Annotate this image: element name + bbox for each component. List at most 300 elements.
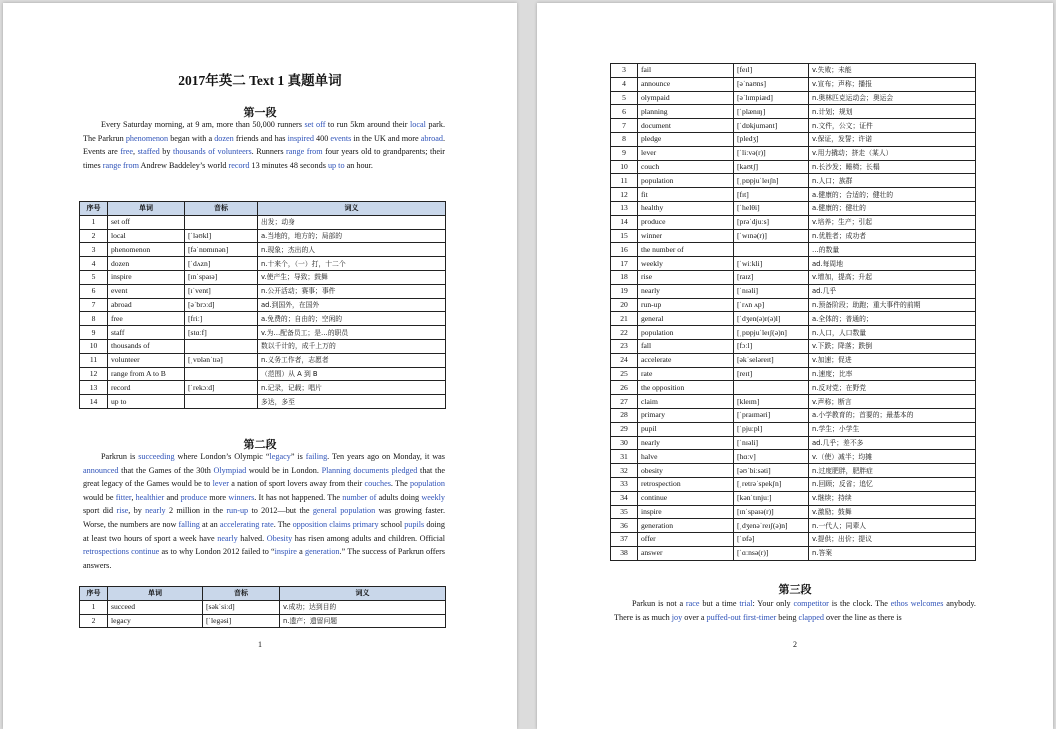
vocab-highlight: rise — [116, 506, 129, 516]
text-run: 2 million in the — [165, 506, 227, 516]
row-meaning: n.义务工作者，志愿者 — [258, 353, 446, 367]
text-run: a — [296, 547, 305, 557]
header-word: 单词 — [108, 202, 185, 216]
row-phonetic: [ˌpɒpjuˈleɪʃ(ə)n] — [734, 326, 809, 340]
row-word: nearly — [638, 284, 734, 298]
table-row — [611, 174, 976, 188]
table-row — [611, 395, 976, 409]
text-run: . Runners — [251, 147, 287, 157]
row-phonetic: [ˈdʒen(ə)r(ə)l] — [734, 312, 809, 326]
row-meaning: n.反对党；在野党 — [809, 381, 976, 395]
row-phonetic: [kənˈtɪnjuː] — [734, 491, 809, 505]
text-run: Andrew Baddeley’s world — [138, 160, 229, 170]
row-meaning: ad.每周地 — [809, 257, 976, 271]
text-run: would be — [83, 492, 116, 502]
row-index: 22 — [611, 326, 638, 340]
row-word: phenomenon — [108, 243, 185, 257]
row-phonetic: [ˈdʌzn] — [185, 257, 258, 271]
row-word: produce — [638, 215, 734, 229]
table-row — [611, 533, 976, 547]
row-word: document — [638, 119, 734, 133]
row-index: 34 — [611, 491, 638, 505]
row-index: 30 — [611, 436, 638, 450]
row-index: 3 — [611, 64, 638, 78]
row-phonetic: [ˈpraɪməri] — [734, 408, 809, 422]
row-word: lever — [638, 146, 734, 160]
vocab-highlight: run-up — [226, 506, 249, 516]
row-index: 33 — [611, 477, 638, 491]
text-run: : Your only — [752, 599, 794, 608]
row-word: fit — [638, 188, 734, 202]
row-index: 32 — [611, 464, 638, 478]
table-row — [611, 243, 976, 257]
row-word: inspire — [108, 270, 185, 284]
row-phonetic: [ˈdɒkjumənt] — [734, 119, 809, 133]
row-word: olympaid — [638, 91, 734, 105]
table-row — [80, 243, 446, 257]
row-word: couch — [638, 160, 734, 174]
text-run: in the UK and more — [351, 133, 421, 143]
vocab-highlight: failing — [305, 452, 328, 461]
row-phonetic: [ˈplænɪŋ] — [734, 105, 809, 119]
header-meaning: 词义 — [280, 587, 446, 601]
table-row — [611, 132, 976, 146]
vocab-highlight: events — [330, 133, 352, 143]
row-meaning: 出发；动身 — [258, 215, 446, 229]
text-run: , by — [128, 506, 146, 516]
row-meaning: v.激励；鼓舞 — [809, 505, 976, 519]
row-word: accelerate — [638, 353, 734, 367]
text-run: to run 5km around their — [325, 120, 410, 129]
row-phonetic: [ɪnˈspaɪə] — [185, 270, 258, 284]
row-index: 28 — [611, 408, 638, 422]
table-row — [611, 546, 976, 560]
row-meaning: v.为…配备员工；是…的职员 — [258, 326, 446, 340]
table-row — [611, 257, 976, 271]
vocab-highlight: inspire — [274, 547, 297, 557]
row-meaning: ad.几乎；差不多 — [809, 436, 976, 450]
page-number: 2 — [793, 640, 797, 649]
row-word: dozen — [108, 257, 185, 271]
row-phonetic: [pledʒ] — [734, 132, 809, 146]
row-index: 14 — [80, 395, 108, 409]
row-word: answer — [638, 546, 734, 560]
text-run: adults doing — [376, 492, 422, 502]
table-row — [611, 464, 976, 478]
table-row — [611, 326, 976, 340]
row-phonetic: [ɪˈvent] — [185, 284, 258, 298]
row-phonetic: [ˈwiːkli] — [734, 257, 809, 271]
table-row — [611, 505, 976, 519]
text-run: sport did — [83, 506, 117, 516]
row-meaning: n.学生；小学生 — [809, 422, 976, 436]
row-index: 13 — [80, 381, 108, 395]
row-meaning: a.小学教育的；首要的；最基本的 — [809, 408, 976, 422]
row-phonetic: [ˈnɪəli] — [734, 284, 809, 298]
row-word: generation — [638, 519, 734, 533]
vocab-highlight: opposition claims primary — [292, 519, 379, 529]
table-row — [611, 215, 976, 229]
row-phonetic: [əˈbrɔːd] — [185, 298, 258, 312]
table-row — [611, 146, 976, 160]
row-word: pledge — [638, 132, 734, 146]
row-phonetic: [stɑːf] — [185, 326, 258, 340]
vocab-highlight: free — [120, 147, 134, 157]
row-index: 21 — [611, 312, 638, 326]
row-word: up to — [108, 395, 185, 409]
row-meaning: v.培养；生产；引起 — [809, 215, 976, 229]
row-word: local — [108, 229, 185, 243]
row-meaning: v.（使）减半；均摊 — [809, 450, 976, 464]
row-meaning: n.预备阶段；助跑；重大事件的前期 — [809, 298, 976, 312]
row-meaning: a.健康的；健壮的 — [809, 201, 976, 215]
row-meaning: v.保证，发誓；许诺 — [809, 132, 976, 146]
text-run: as to why London 2012 failed to “ — [159, 547, 275, 557]
row-word: healthy — [638, 201, 734, 215]
vocab-highlight: clapped — [798, 612, 824, 622]
row-phonetic: [ˈrekɔːd] — [185, 381, 258, 395]
vocab-highlight: fitter — [115, 492, 132, 502]
row-index: 35 — [611, 505, 638, 519]
table-row — [611, 188, 976, 202]
header-phonetic: 音标 — [185, 202, 258, 216]
section-heading-3: 第三段 — [778, 584, 812, 596]
row-phonetic: [ˈlegəsi] — [203, 614, 280, 628]
row-meaning: n.回顾；反省；追忆 — [809, 477, 976, 491]
row-phonetic: [ˈpjuːpl] — [734, 422, 809, 436]
row-phonetic — [185, 395, 258, 409]
vocab-highlight: up to — [327, 160, 345, 170]
row-word: retrospection — [638, 477, 734, 491]
row-meaning: n.人口；族群 — [809, 174, 976, 188]
vocab-highlight: Planning documents pledged — [321, 465, 418, 475]
text-run: was growing faster. Worse, the numbers are now — [83, 506, 445, 529]
row-meaning: v.失败；未能 — [809, 64, 976, 78]
table-row — [80, 284, 446, 298]
row-phonetic — [185, 367, 258, 381]
header-phonetic: 音标 — [203, 587, 280, 601]
row-phonetic: [prəˈdjuːs] — [734, 215, 809, 229]
text-run: by — [159, 147, 173, 157]
row-word: event — [108, 284, 185, 298]
row-phonetic: [əˈlɪmpiæd] — [734, 91, 809, 105]
text-run: halved. — [237, 533, 267, 543]
row-meaning: v.用力撬动；挤走（某人） — [809, 146, 976, 160]
row-meaning: v.宣布；声称；播报 — [809, 77, 976, 91]
text-run: 400 — [313, 133, 331, 143]
row-meaning: …的数量 — [809, 243, 976, 257]
text-run: where London’s Olympic “ — [174, 452, 270, 461]
text-run: four years old to grandparents; their times — [83, 147, 446, 170]
text-run: at an — [199, 519, 220, 529]
paragraph-1 — [83, 118, 445, 172]
row-index: 2 — [80, 614, 108, 628]
row-index: 5 — [80, 270, 108, 284]
table-row — [611, 105, 976, 119]
row-meaning: n.记录，记载；唱片 — [258, 381, 446, 395]
vocab-highlight: pupils — [404, 519, 425, 529]
row-phonetic: [ˌdʒenəˈreɪʃ(ə)n] — [734, 519, 809, 533]
row-meaning: n.奥林匹克运动会；奥运会 — [809, 91, 976, 105]
row-word: population — [638, 326, 734, 340]
row-index: 27 — [611, 395, 638, 409]
row-phonetic: [səkˈsiːd] — [203, 600, 280, 614]
table-row — [80, 229, 446, 243]
row-phonetic: [ˈnɪəli] — [734, 436, 809, 450]
table-row — [611, 450, 976, 464]
row-word: nearly — [638, 436, 734, 450]
row-meaning: n.计划；规划 — [809, 105, 976, 119]
row-index: 4 — [80, 257, 108, 271]
row-index: 16 — [611, 243, 638, 257]
vocab-highlight: Olympiad — [213, 465, 247, 475]
row-index: 26 — [611, 381, 638, 395]
row-phonetic: [kleɪm] — [734, 395, 809, 409]
vocab-table-3 — [610, 63, 976, 561]
vocab-highlight: succeeding — [138, 452, 175, 461]
row-phonetic: [ɪnˈspaɪə(r)] — [734, 505, 809, 519]
vocab-highlight: legacy — [269, 452, 291, 461]
vocab-table-1 — [79, 201, 446, 409]
row-meaning: n.答案 — [809, 546, 976, 560]
vocab-highlight: abroad — [420, 133, 443, 143]
row-phonetic: [raɪz] — [734, 270, 809, 284]
vocab-highlight: generation — [304, 547, 340, 557]
row-index: 9 — [80, 326, 108, 340]
table-row — [611, 381, 976, 395]
table-row — [611, 229, 976, 243]
vocab-highlight: range from — [286, 147, 323, 157]
header-index: 序号 — [80, 202, 108, 216]
row-meaning: v.成功；达到目的 — [280, 600, 446, 614]
row-index: 31 — [611, 450, 638, 464]
row-phonetic: [ˈləʊkl] — [185, 229, 258, 243]
row-index: 1 — [80, 215, 108, 229]
row-phonetic: [əkˈseləreɪt] — [734, 353, 809, 367]
table-row — [611, 91, 976, 105]
row-phonetic: [fəˈnɒmɪnən] — [185, 243, 258, 257]
vocab-highlight: thousands of volunteers — [172, 147, 252, 157]
vocab-highlight: range from — [102, 160, 139, 170]
text-run: anybody. There is as much — [614, 599, 976, 622]
row-index: 29 — [611, 422, 638, 436]
text-run: . The — [390, 479, 410, 489]
vocab-highlight: accelerating rate — [219, 519, 274, 529]
table-row — [611, 77, 976, 91]
paragraph-3 — [614, 597, 976, 624]
vocab-highlight: dozen — [214, 133, 234, 143]
text-run: , — [131, 492, 136, 502]
text-run: a nation of sport lovers away from their — [229, 479, 365, 489]
text-run: to 2012—but the — [248, 506, 313, 516]
row-phonetic: [ˈhelθi] — [734, 201, 809, 215]
row-index: 36 — [611, 519, 638, 533]
table-row — [611, 491, 976, 505]
row-index: 23 — [611, 339, 638, 353]
row-phonetic: [ˈɑːnsə(r)] — [734, 546, 809, 560]
row-word: legacy — [108, 614, 203, 628]
text-run: . The — [273, 519, 293, 529]
table-row — [80, 270, 446, 284]
row-meaning: 多达，多至 — [258, 395, 446, 409]
vocab-highlight: general population — [312, 506, 376, 516]
section-heading-2: 第二段 — [243, 439, 277, 451]
row-index: 5 — [611, 91, 638, 105]
text-run: ” is — [290, 452, 306, 461]
row-meaning: n.文件，公文；证件 — [809, 119, 976, 133]
table-row — [80, 600, 446, 614]
document-title: 2017年英二 Text 1 真题单词 — [178, 73, 342, 88]
row-meaning: n.速度；比率 — [809, 367, 976, 381]
row-meaning: ad.几乎 — [809, 284, 976, 298]
vocab-highlight: healthier — [135, 492, 165, 502]
vocab-highlight: race — [685, 599, 700, 608]
header-index: 序号 — [80, 587, 108, 601]
row-word: general — [638, 312, 734, 326]
row-word: halve — [638, 450, 734, 464]
table-row — [611, 119, 976, 133]
row-meaning: n.十来个，（一）打，十二个 — [258, 257, 446, 271]
vocab-highlight: ethos welcomes — [890, 599, 944, 608]
row-meaning: n.遗产；遗留问题 — [280, 614, 446, 628]
row-phonetic — [734, 243, 809, 257]
text-run: being — [776, 612, 799, 622]
row-phonetic — [734, 381, 809, 395]
row-index: 4 — [611, 77, 638, 91]
row-word: fall — [638, 339, 734, 353]
row-meaning: n.过度肥胖，肥胖症 — [809, 464, 976, 478]
row-meaning: ad.到国外，在国外 — [258, 298, 446, 312]
text-run: would be in London. — [246, 465, 322, 475]
table-row — [611, 519, 976, 533]
row-index: 12 — [611, 188, 638, 202]
vocab-highlight: set off — [304, 120, 326, 129]
text-run: Parkun is not a — [632, 599, 686, 608]
text-run: . It has not happened. The — [254, 492, 343, 502]
text-run: that the Games of the 30th — [118, 465, 214, 475]
row-word: free — [108, 312, 185, 326]
row-index: 18 — [611, 270, 638, 284]
row-word: population — [638, 174, 734, 188]
row-meaning: a.全体的；普通的； — [809, 312, 976, 326]
row-word: continue — [638, 491, 734, 505]
row-phonetic: [reɪt] — [734, 367, 809, 381]
row-word: planning — [638, 105, 734, 119]
row-index: 1 — [80, 600, 108, 614]
row-index: 3 — [80, 243, 108, 257]
row-index: 8 — [80, 312, 108, 326]
text-run: .” The success of Parkrun offers answers. — [83, 547, 445, 570]
vocab-highlight: weekly — [421, 492, 445, 502]
row-word: rate — [638, 367, 734, 381]
vocab-highlight: couches — [364, 479, 391, 489]
table-row — [80, 312, 446, 326]
row-index: 24 — [611, 353, 638, 367]
table-row — [611, 270, 976, 284]
row-meaning: v.使产生；导致；鼓舞 — [258, 270, 446, 284]
row-meaning: n.优胜者；成功者 — [809, 229, 976, 243]
row-word: staff — [108, 326, 185, 340]
table-row — [80, 614, 446, 628]
table-row — [611, 436, 976, 450]
row-phonetic: [ˌretrəˈspekʃn] — [734, 477, 809, 491]
vocab-highlight: population — [409, 479, 445, 489]
header-word: 单词 — [108, 587, 203, 601]
table-row — [611, 64, 976, 78]
vocab-highlight: inspired — [287, 133, 314, 143]
vocab-highlight: nearly — [217, 533, 238, 543]
text-run: park. The Parkrun — [83, 120, 445, 143]
row-meaning: v.加速；促进 — [809, 353, 976, 367]
row-meaning: n.一代人；同辈人 — [809, 519, 976, 533]
row-word: the opposition — [638, 381, 734, 395]
row-phonetic: [ˌvɒlənˈtɪə] — [185, 353, 258, 367]
row-index: 37 — [611, 533, 638, 547]
row-index: 20 — [611, 298, 638, 312]
table-row — [80, 215, 446, 229]
table-row — [80, 339, 446, 353]
row-phonetic: [hɑːv] — [734, 450, 809, 464]
vocab-highlight: trial — [739, 599, 753, 608]
text-run: Parkrun is — [101, 452, 139, 461]
row-index: 11 — [80, 353, 108, 367]
row-meaning: n.公开活动；赛事；事件 — [258, 284, 446, 298]
vocab-highlight: lever — [212, 479, 230, 489]
row-meaning: v.提供；出价；提议 — [809, 533, 976, 547]
row-word: rise — [638, 270, 734, 284]
vocab-highlight: puffed-out first-timer — [706, 612, 777, 622]
text-run: that the great legacy of the Games would be to — [83, 465, 445, 489]
row-word: volunteer — [108, 353, 185, 367]
table-row — [611, 422, 976, 436]
row-phonetic — [185, 339, 258, 353]
row-word: thousands of — [108, 339, 185, 353]
table-row — [611, 367, 976, 381]
table-row — [611, 477, 976, 491]
row-word: abroad — [108, 298, 185, 312]
row-meaning: a.免费的；自由的；空闲的 — [258, 312, 446, 326]
row-index: 6 — [80, 284, 108, 298]
row-word: set off — [108, 215, 185, 229]
row-index: 19 — [611, 284, 638, 298]
table-row — [611, 339, 976, 353]
row-phonetic: [ˌpɒpjuˈleɪʃn] — [734, 174, 809, 188]
header-meaning: 词义 — [258, 202, 446, 216]
vocab-highlight: announced — [83, 465, 119, 475]
text-run: . Ten years ago on Monday, it was — [327, 452, 445, 461]
row-index: 7 — [611, 119, 638, 133]
row-word: range from A to B — [108, 367, 185, 381]
vocab-highlight: retrospections continue — [83, 547, 160, 557]
vocab-highlight: record — [228, 160, 250, 170]
vocab-highlight: competitor — [793, 599, 829, 608]
row-word: announce — [638, 77, 734, 91]
row-index: 10 — [80, 339, 108, 353]
row-phonetic: [feɪl] — [734, 64, 809, 78]
text-run: Every Saturday morning, at 9 am, more than 50,000 runners — [101, 120, 305, 129]
vocab-highlight: falling — [178, 519, 200, 529]
table-row — [80, 367, 446, 381]
row-phonetic: [kaʊtʃ] — [734, 160, 809, 174]
text-run: , — [133, 147, 138, 157]
vocab-highlight: Obesity — [266, 533, 293, 543]
document-page-1 — [3, 3, 517, 729]
row-index: 17 — [611, 257, 638, 271]
row-meaning: a.健康的；合适的；健壮的 — [809, 188, 976, 202]
table-row — [80, 381, 446, 395]
table-row — [611, 298, 976, 312]
row-phonetic: [fɪt] — [734, 188, 809, 202]
